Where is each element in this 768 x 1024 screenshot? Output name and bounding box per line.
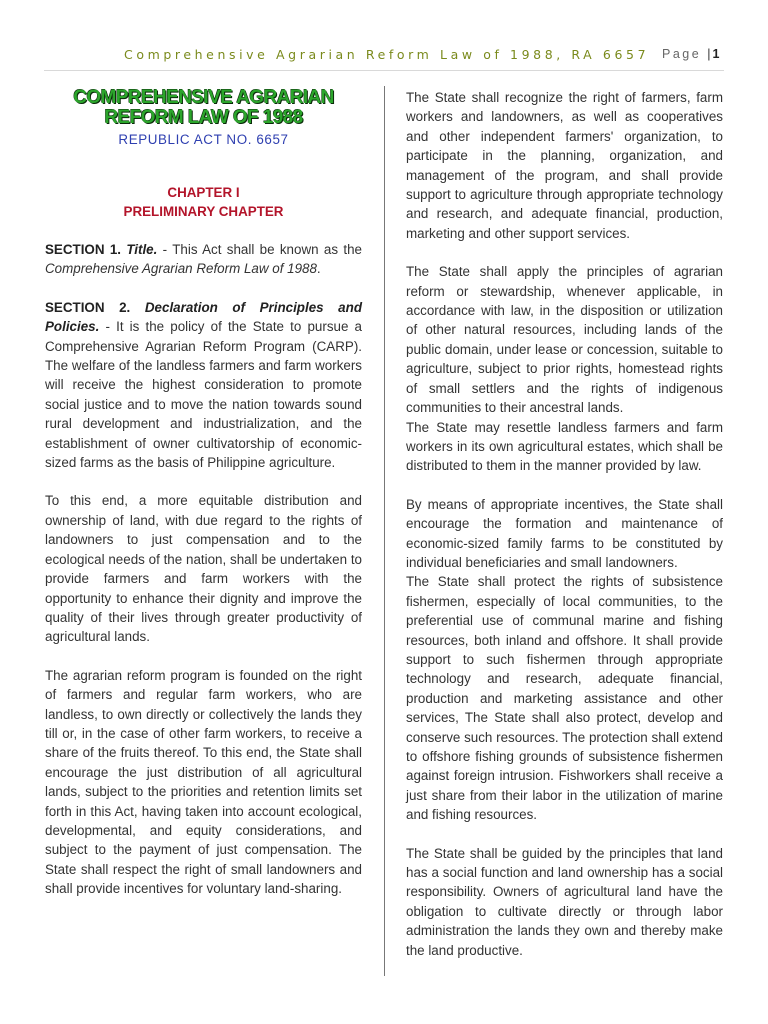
- document-title: [45, 88, 362, 128]
- right-paragraph: By means of appropriate incentives, the State shall encourage the formation and maintenance of economic-sized family farms to be constituted by individual beneficiaries and small landowners.: [406, 496, 723, 570]
- section-1-act-name: Comprehensive Agrarian Reform Law of 1988: [45, 261, 317, 277]
- section-1-title: Title.: [126, 242, 158, 257]
- chapter-name: PRELIMINARY CHAPTER: [123, 204, 284, 219]
- running-title: Comprehensive Agrarian Reform Law of 1988, RA 6657: [124, 47, 650, 62]
- chapter-number: CHAPTER I: [167, 185, 240, 200]
- page-word: Page: [662, 47, 702, 61]
- section-2-text: - It is the policy of the State to pursue a Comprehensive Agrarian Reform Program (CARP). The welfare of the landless farmers and farm workers will receive the highest consideration to promote social justice and to move the nation towards sound rural development and industrialization, and the establishment of owner cultivatorship of economic-sized farms as the basis of Philippine agriculture.: [45, 319, 362, 471]
- page-header: [0, 47, 768, 67]
- right-paragraph: The State shall recognize the right of farmers, farm workers and landowners, as well as cooperatives and other independent farmers' organization, to participate in the planning, organization, and management of the program, and shall provide support to agriculture through appropriate technology and research, and adequate financial, production, marketing and other support services.: [406, 90, 723, 241]
- page-separator: |: [707, 47, 711, 61]
- right-paragraph: The State shall be guided by the principles that land has a social function and land ownership has a social responsibility. Owners of agricultural land have the obligation to cultivate directly or through labor administration the lands they own and thereby make the land productive.: [406, 845, 723, 958]
- right-paragraph: The State may resettle landless farmers and farm workers in its own agricultural estates, which shall be distributed to them in the manner provided by law.: [406, 419, 723, 474]
- right-column: [406, 88, 723, 960]
- right-paragraph: The State shall protect the rights of subsistence fishermen, especially of local communities, to the preferential use of communal marine and fishing resources, both inland and offshore. It shall provide support to such fishermen through appropriate technology and research, adequate financial, production and marketing assistance and other services, The State shall also protect, develop and conserve such resources. The protection shall extend to offshore fishing grounds of subsistence fishermen against foreign intrusion. Fishworkers shall receive a just share from their labor in the utilization of marine and fishing resources.: [406, 574, 723, 823]
- title-line-2: REFORM LAW OF 1988: [104, 107, 303, 128]
- section-2-title: Declaration of Principles and Policies.: [45, 299, 362, 335]
- section-1-text-before: - This Act shall be known as the: [157, 242, 362, 257]
- document-subtitle: REPUBLIC ACT NO. 6657: [118, 132, 289, 147]
- header-rule: [44, 70, 724, 71]
- section-1-number: SECTION 1.: [45, 242, 122, 257]
- page-label: [662, 47, 719, 61]
- section-1: [45, 240, 362, 279]
- left-column: [45, 88, 362, 899]
- left-paragraph: The agrarian reform program is founded on the right of farmers and regular farm workers, who are landless, to own directly or collectively the lands they till or, in the case of other farm workers, to receive a share of the fruits thereof. To this end, the State shall encourage the just distribution of all agricultural lands, subject to the priorities and retention limits set forth in this Act, having taken into account ecological, developmental, and equity considerations, and subject to the payment of just compensation. The State shall respect the right of small landowners and shall provide incentives for voluntary land-sharing.: [45, 667, 362, 897]
- section-1-text-after: .: [316, 261, 321, 277]
- page-number: 1: [712, 47, 720, 61]
- right-paragraph: The State shall apply the principles of agrarian reform or stewardship, whenever applicable, in accordance with law, in the disposition or utilization of other natural resources, including lands of the public domain, under lease or concession, suitable to agriculture, subject to prior rights, homestead rights of small settlers and the rights of indigenous communities to their ancestral lands.: [406, 264, 723, 416]
- title-line-1: COMPREHENSIVE AGRARIAN: [73, 87, 334, 108]
- section-2: [45, 298, 362, 473]
- left-paragraph: To this end, a more equitable distribution and ownership of land, with due regard to the rights of landowners to just compensation and to the ecological needs of the nation, shall be undertaken to provide farmers and farm workers with the opportunity to enhance their dignity and improve the quality of their lives through greater productivity of agricultural lands.: [45, 493, 362, 645]
- column-divider: [384, 86, 385, 976]
- section-2-number: SECTION 2.: [45, 299, 131, 315]
